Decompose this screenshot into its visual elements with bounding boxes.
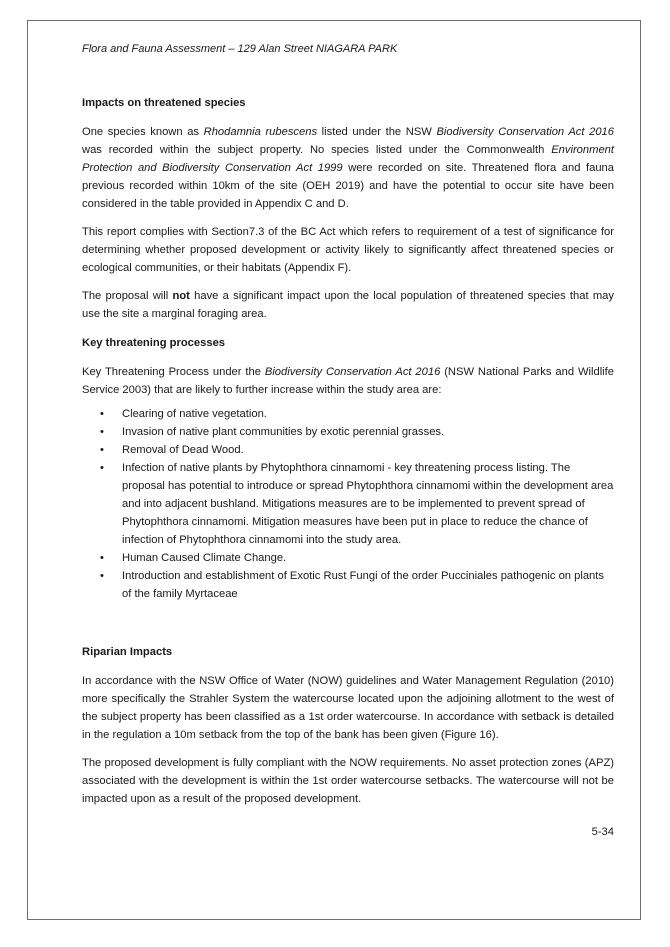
list-item: • Clearing of native vegetation. — [82, 405, 614, 423]
key-threatening-processes-intro: Key Threatening Process under the Biodiversity Conservation Act 2016 (NSW National Parks and Wildlife Service 2003) that are likely to further increase within the study area are: — [82, 366, 614, 396]
threatened-species-paragraph-3: The proposal will not have a significant impact upon the local population of threatened species that may use the site a marginal foraging area. — [82, 290, 614, 320]
riparian-paragraph-2: The proposed development is fully compliant with the NOW requirements. No asset protection zones (APZ) associated with the development is within the 1st order watercourse setbacks. The watercourse will not be impacted upon as a result of the proposed development. — [82, 757, 614, 805]
riparian-impacts-heading: Riparian Impacts — [82, 646, 173, 658]
running-header: Flora and Fauna Assessment – 129 Alan Street NIAGARA PARK — [82, 43, 398, 55]
bullet-icon: • — [100, 444, 104, 456]
threatening-process-list — [82, 405, 614, 603]
threatened-species-heading: Impacts on threatened species — [82, 97, 246, 109]
list-item: • Removal of Dead Wood. — [82, 441, 614, 459]
key-threatening-processes-heading: Key threatening processes — [82, 337, 226, 349]
list-item: • Introduction and establishment of Exotic Rust Fungi of the order Pucciniales pathogenic on plants of the family Myrtaceae — [82, 567, 614, 603]
section-spacer — [82, 603, 614, 643]
bullet-icon: • — [100, 552, 104, 564]
bullet-icon: • — [100, 426, 104, 438]
bullet-icon: • — [100, 462, 104, 474]
threatened-species-paragraph-2: This report complies with Section7.3 of the BC Act which refers to requirement of a test of significance for determining whether proposed development or activity likely to significantly affect threatened species or ecological communities, or their habitats (Appendix F). — [82, 226, 614, 274]
list-item: • Invasion of native plant communities by exotic perennial grasses. — [82, 423, 614, 441]
riparian-paragraph-1: In accordance with the NSW Office of Water (NOW) guidelines and Water Management Regulation (2010) more specifically the Strahler System the watercourse located upon the adjoining allotment to the west of the subject property has been classified as a 1st order watercourse. In accordance with setback is detailed in the regulation a 10m setback from the top of the bank has been given (Figure 16). — [82, 675, 614, 741]
list-item: • Infection of native plants by Phytophthora cinnamomi - key threatening process listing. The proposal has potential to introduce or spread Phytophthora cinnamomi within the development area and into adjacent bushland. Mitigations measures are to be implemented to prevent spread of Phytophthora cinnamomi. Mitigation measures have been put in place to reduce the chance of infection of Phytophthora cinnamomi into the study area. — [82, 459, 614, 549]
bullet-icon: • — [100, 408, 104, 420]
list-item: • Human Caused Climate Change. — [82, 549, 614, 567]
document-body — [82, 40, 614, 818]
threatened-species-paragraph-1: One species known as Rhodamnia rubescens listed under the NSW Biodiversity Conservation Act 2016 was recorded within the subject property. No species listed under the Commonwealth Environment Protection and Biodiversity Conservation Act 1999 were recorded on site. Threatened flora and fauna previous recorded within 10km of the site (OEH 2019) and have the potential to occur site have been considered in the table provided in Appendix C and D. — [82, 126, 614, 210]
page-number: 5-34 — [591, 826, 614, 838]
bullet-icon: • — [100, 570, 104, 582]
